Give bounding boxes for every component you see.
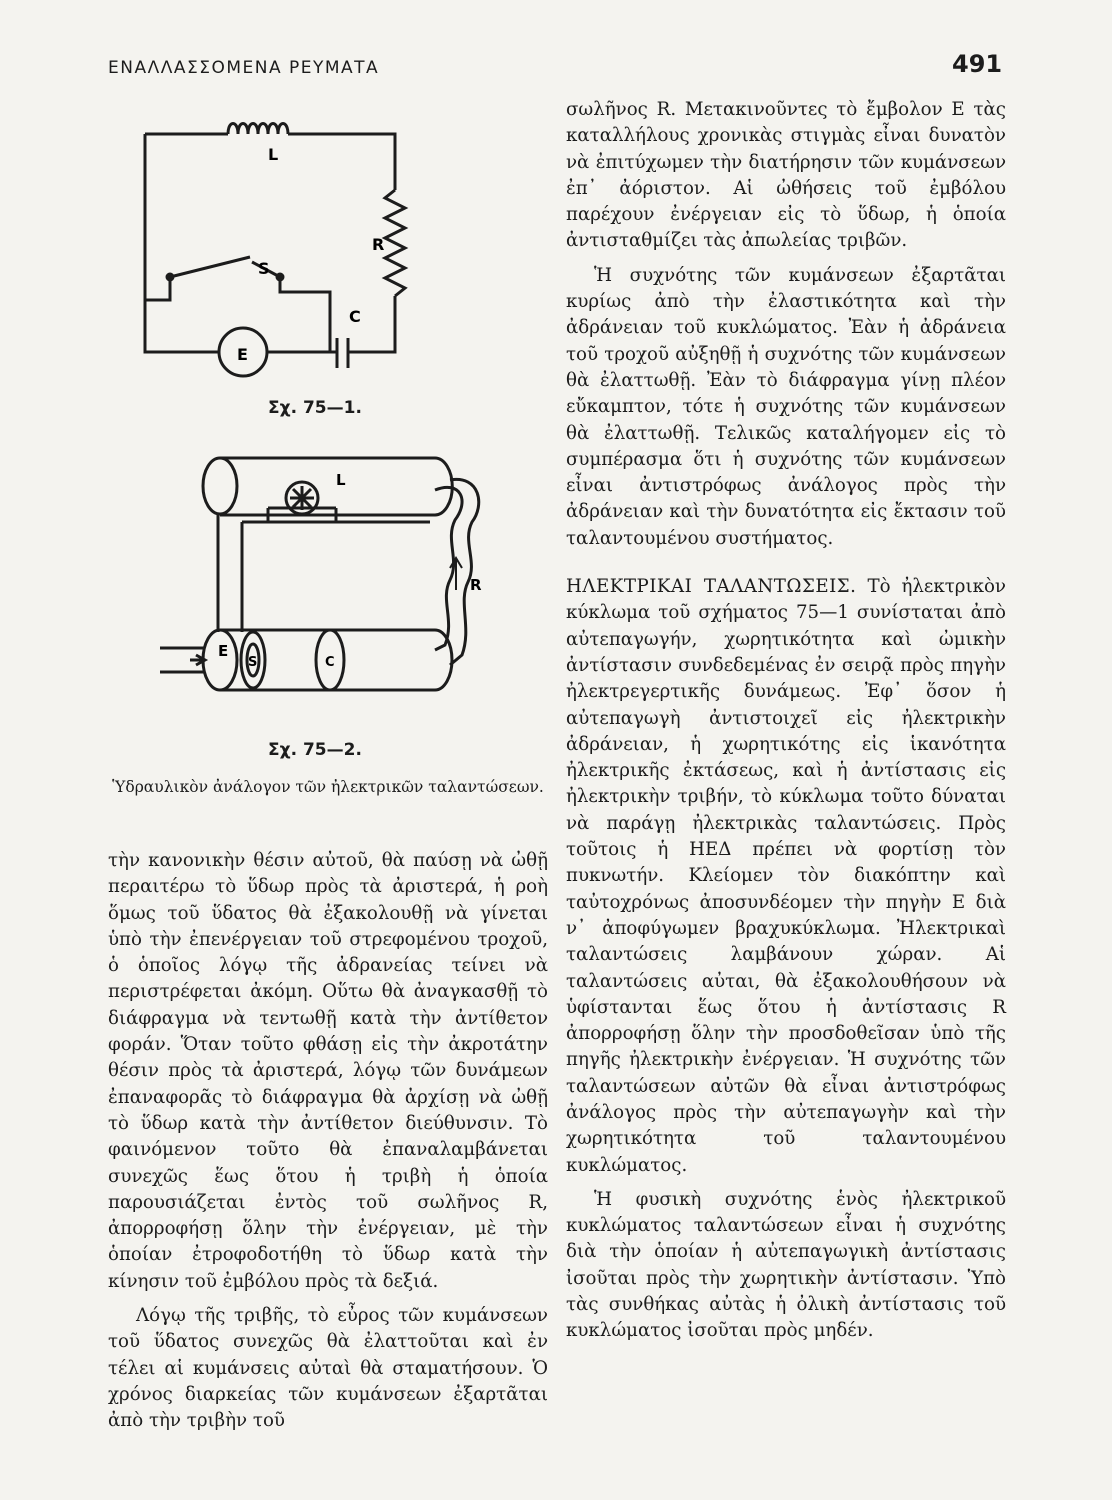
upper-cylinder (220, 458, 435, 515)
label-L: L (268, 145, 279, 164)
figure1-caption: Σχ. 75—1. (268, 398, 362, 418)
circuit-diagram (140, 112, 430, 387)
figure2-legend: Ὑδραυλικὸν ἀνάλογον τῶν ἠλεκτρικῶν ταλαντώσεων. (112, 778, 544, 796)
fig2-label-R: R (470, 576, 482, 594)
page-number: 491 (952, 50, 1003, 78)
right-column (566, 97, 1006, 1345)
running-title: ΕΝΑΛΛΑΣΣΟΜΕΝΑ ΡΕΥΜΑΤΑ (108, 58, 380, 78)
right-paragraph-4: Ἡ φυσικὴ συχνότης ἑνὸς ἠλεκτρικοῦ κυκλώματος ταλαντώσεων εἶναι ἡ συχνότης διὰ τὴν ὁποίαν ἡ αὐτεπαγωγικὴ ἀντίστασις ἰσοῦται πρὸς τὴν χωρητικὴν ἀντίστασιν. Ὑπὸ τὰς συνθήκας αὐτὰς ἡ ὀλικὴ ἀντίστασις τοῦ κυκλώματος ἰσοῦται πρὸς μηδέν. (566, 1188, 1006, 1342)
label-S: S (258, 259, 270, 278)
fig2-label-E: E (218, 642, 229, 660)
return-pipe (435, 487, 462, 650)
fig2-label-S: S (248, 655, 258, 670)
left-column (108, 848, 548, 1435)
resistor-zigzag (385, 190, 405, 296)
figure2-caption: Σχ. 75—2. (268, 740, 362, 760)
hydraulic-diagram (150, 450, 500, 725)
label-R: R (372, 235, 385, 254)
label-E: E (237, 345, 248, 364)
right-paragraph-3: Τὸ ἠλεκτρικὸν κύκλωμα τοῦ σχήματος 75—1 συνίσταται ἀπὸ αὐτεπαγωγήν, χωρητικότητα καὶ ὠμικὴν ἀντίστασιν συνδεδεμένας ἐν σειρᾷ πρὸς πηγὴν ἠλεκτρεγερτικῆς δυνάμεως. Ἐφ᾽ ὅσον ἡ αὐτεπαγωγὴ ἀντιστοιχεῖ εἰς ἠλεκτρικὴν ἀδράνειαν, ἡ χωρητικότης εἰς ἱκανότητα ἠλεκτρικῆς ἐκτάσεως, καὶ ἡ ἀντίστασις εἰς ἠλεκτρικὴν τριβήν, τὸ κύκλωμα τοῦτο δύναται νὰ παράγῃ ἠλεκτρικὰς ταλαντώσεις. Πρὸς τοῦτοις ἡ ΗΕΔ πρέπει νὰ φορτίσῃ τὸν πυκνωτήν. Κλείομεν τὸν διακόπτην καὶ ταὐτοχρόνως ἀποσυνδέομεν τὴν πηγὴν Ε διὰ ν᾽ ἀποφύγωμεν βραχυκύκλωμα. Ἠλεκτρικαὶ ταλαντώσεις λαμβάνουν χώραν. Αἱ ταλαντώσεις αὐται, θὰ ἐξακολουθήσουν νὰ ὑφίστανται ἕως ὅτου ἡ ἀντίστασις R ἀπορροφήσῃ ὅλην τὴν προσδοθεῖσαν ὑπὸ τῆς πηγῆς ἠλεκτρικὴν ἐνέργειαν. Ἡ συχνότης τῶν ταλαντώσεων αὐτῶν θὰ εἶναι ἀντιστρόφως ἀνάλογος πρὸς τὴν αὐτεπαγωγὴν καὶ τὴν χωρητικότητα τοῦ ταλαντουμένου κυκλώματος. (566, 576, 1006, 1176)
switch-blade (170, 257, 250, 277)
left-paragraph-1: τὴν κανονικὴν θέσιν αὐτοῦ, θὰ παύσῃ νὰ ὠθῇ περαιτέρω τὸ ὕδωρ πρὸς τὰ ἀριστερά, ἡ ροὴ ὅμως τοῦ ὕδατος θὰ ἐξακολουθῇ νὰ γίνεται ὑπὸ τὴν ἐπενέργειαν τοῦ στρεφομένου τροχοῦ, ὁ ὁποῖος λόγῳ τῆς ἀδρανείας τείνει νὰ περιστρέφεται ἀκόμη. Οὕτω θὰ ἀναγκασθῇ τὸ διάφραγμα νὰ τεντωθῇ κατὰ τὴν ἀντίθετον φοράν. Ὅταν τοῦτο φθάσῃ εἰς τὴν ἀκροτάτην θέσιν πρὸς τὰ ἀριστερά, λόγῳ τῶν δυνάμεων ἐπαναφορᾶς τὸ διάφραγμα θὰ ἀρχίσῃ νὰ ὠθῇ τὸ ὕδωρ κατὰ τὴν ἀντίθετον διεύθυνσιν. Τὸ φαινόμενον τοῦτο θὰ ἐπαναλαμβάνεται συνεχῶς ἕως ὅτου ἡ τριβὴ ἡ ὁποία παρουσιάζεται ἐντὸς τοῦ σωλῆνος R, ἀπορροφήσῃ ὅλην τὴν ἐνέργειαν, μὲ τὴν ὁποίαν ἐτροφοδοτήθη τὸ ὕδωρ κατὰ τὴν κίνησιν τοῦ ἐμβόλου πρὸς τὰ δεξιά. (108, 850, 548, 1292)
fig2-label-L: L (336, 471, 346, 489)
right-paragraph-2: Ἡ συχνότης τῶν κυμάνσεων ἐξαρτᾶται κυρίως ἀπὸ τὴν ἐλαστικότητα καὶ τὴν ἀδράνειαν τοῦ κυκλώματος. Ἐὰν ἡ ἀδράνεια τοῦ τροχοῦ αὐξηθῇ ἡ συχνότης τῶν κυμάνσεων θὰ ἐλαττωθῇ. Ἐὰν τὸ διάφραγμα γίνῃ πλέον εὔκαμπτον, τότε ἡ συχνότης τῶν κυμάνσεων θὰ ἐλαττωθῇ. Τελικῶς καταλήγομεν εἰς τὸ συμπέρασμα ὅτι ἡ συχνότης τῶν κυμάνσεων εἶναι ἀντιστρόφως ἀνάλογος πρὸς τὴν ἀδράνειαν καὶ τὴν δυνατότητα εἰς ἔκτασιν τοῦ ταλαντουμένου συστήματος. (566, 264, 1006, 549)
left-paragraph-2: Λόγῳ τῆς τριβῆς, τὸ εὖρος τῶν κυμάνσεων τοῦ ὕδατος συνεχῶς θὰ ἐλαττοῦται καὶ ἐν τέλει αἱ κυμάνσεις αὐταὶ θὰ σταματήσουν. Ὁ χρόνος διαρκείας τῶν κυμάνσεων ἐξαρτᾶται ἀπὸ τὴν τριβὴν τοῦ (108, 1305, 548, 1432)
section-title: ΗΛΕΚΤΡΙΚΑΙ ΤΑΛΑΝΤΩΣΕΙΣ. (566, 576, 857, 598)
right-paragraph-1: σωλῆνος R. Μετακινοῦντες τὸ ἔμβολον Ε τὰς καταλλήλους χρονικὰς στιγμὰς εἶναι δυνατὸν νὰ ἐπιτύχωμεν τὴν διατήρησιν τῶν κυμάνσεων ἐπ᾽ ἀόριστον. Αἱ ὠθήσεις τοῦ ἐμβόλου παρέχουν ἐνέργειαν εἰς τὸ ὕδωρ, ἡ ὁποία ἀντισταθμίζει τὰς ἀπωλείας τριβῶν. (566, 99, 1006, 252)
capacitor-plates (337, 338, 348, 368)
inductor-coil (228, 124, 288, 135)
section-paragraph (566, 574, 1006, 1179)
fig2-label-C: C (325, 655, 335, 670)
label-C: C (349, 307, 361, 326)
